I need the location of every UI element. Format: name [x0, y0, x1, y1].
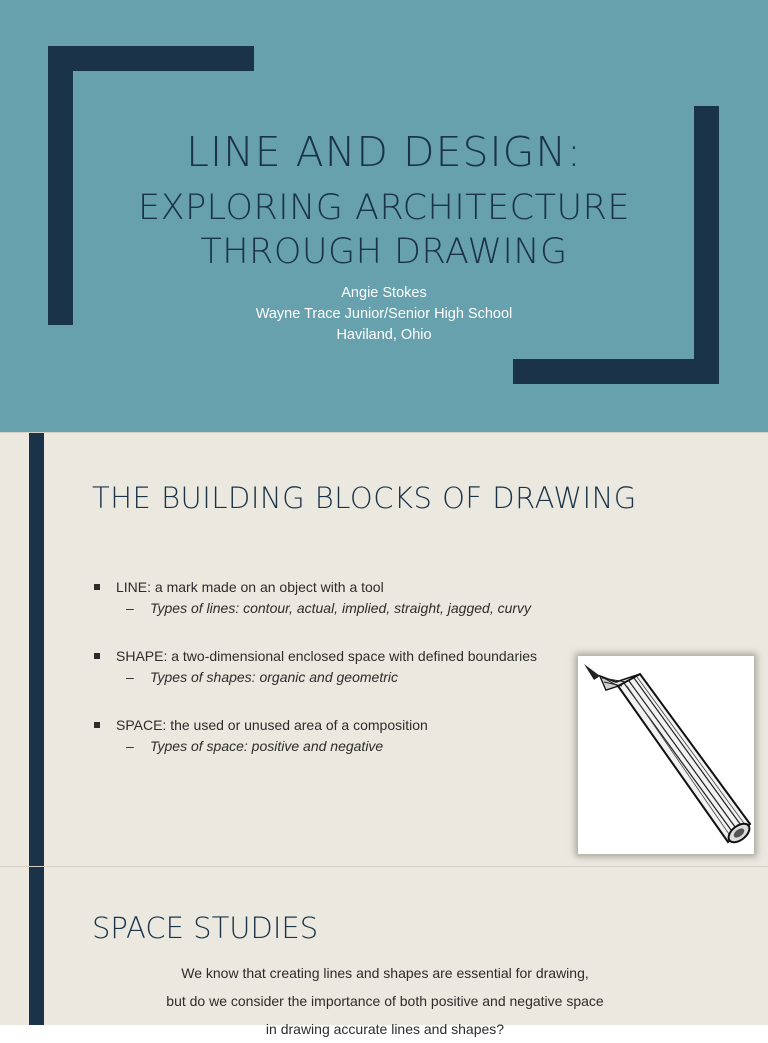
slide-body-text [120, 959, 650, 1043]
bullet-sub-text: – Types of lines: contour, actual, implied, straight, jagged, curvy [92, 597, 592, 619]
body-line-1: We know that creating lines and shapes are essential for drawing, [181, 965, 589, 981]
presenter-location: Haviland, Ohio [336, 327, 432, 343]
bullet-sub-text: – Types of shapes: organic and geometric [92, 666, 592, 688]
accent-bar [29, 867, 44, 1025]
space-studies-slide [0, 866, 768, 1037]
frame-bracket-bottom-right-horizontal [513, 359, 719, 384]
pencil-icon [578, 656, 754, 854]
list-item [92, 577, 592, 619]
accent-bar [29, 433, 44, 866]
bullet-sub-text: – Types of space: positive and negative [92, 735, 592, 757]
presenter-school: Wayne Trace Junior/Senior High School [255, 306, 513, 322]
subtitle-line-1: EXPLORING ARCHITECTURE [137, 188, 631, 228]
presentation-title: LINE AND DESIGN: [186, 128, 582, 176]
presenter-name: Angie Stokes [341, 285, 427, 301]
pencil-image [578, 656, 754, 854]
presenter-info [0, 283, 768, 346]
bullet-main-text: SHAPE: a two-dimensional enclosed space with defined boundaries [92, 646, 592, 666]
bullet-main-text: SPACE: the used or unused area of a composition [92, 715, 592, 735]
frame-bracket-top-left-horizontal [48, 46, 254, 71]
body-line-2: but do we consider the importance of both positive and negative space [166, 993, 604, 1009]
presentation-subtitle [0, 186, 768, 274]
list-item [92, 715, 592, 757]
bullet-main-text: LINE: a mark made on an object with a tool [92, 577, 592, 597]
list-item [92, 646, 592, 688]
title-slide [0, 0, 768, 432]
bullet-list [92, 577, 592, 784]
slide-title: SPACE STUDIES [92, 911, 319, 945]
subtitle-line-2: THROUGH DRAWING [200, 232, 568, 272]
slide-title: THE BUILDING BLOCKS OF DRAWING [92, 481, 637, 515]
body-line-3: in drawing accurate lines and shapes? [265, 1021, 505, 1037]
